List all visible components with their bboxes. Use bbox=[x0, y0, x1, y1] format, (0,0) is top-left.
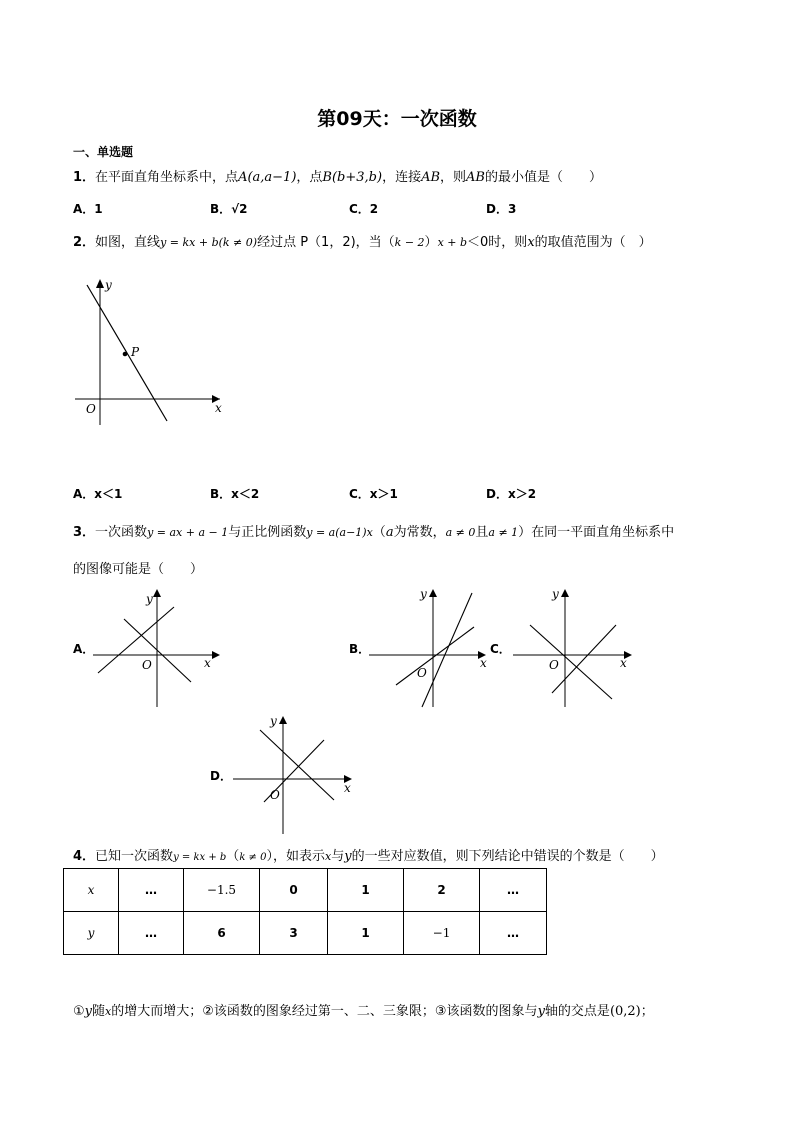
option-d[interactable]: D．3 bbox=[486, 202, 517, 216]
line-graph bbox=[98, 607, 174, 673]
formula: (0,2) bbox=[609, 1004, 641, 1019]
question-text: ＜0时，则 bbox=[467, 235, 528, 250]
y-label: y bbox=[105, 278, 112, 292]
question-text: （ bbox=[226, 849, 240, 864]
line-graph bbox=[422, 593, 472, 707]
question-text: ，则 bbox=[440, 170, 467, 185]
q3-graph-a[interactable] bbox=[88, 585, 228, 710]
x-label: x bbox=[204, 656, 211, 670]
question-text: ）在同一平面直角坐标系中 bbox=[518, 525, 675, 540]
table-row bbox=[64, 912, 547, 955]
formula: x bbox=[527, 235, 535, 250]
table-cell: y bbox=[64, 912, 119, 955]
value-table bbox=[63, 868, 547, 955]
statement-text: ； bbox=[640, 1004, 654, 1019]
section-heading: 一、单选题 bbox=[73, 145, 134, 159]
option-d[interactable]: D．x＞2 bbox=[486, 487, 537, 501]
formula: x bbox=[105, 1005, 112, 1018]
formula: a ≠ 0 bbox=[445, 526, 476, 539]
question-text: 已知一次函数 bbox=[95, 849, 174, 864]
table-cell: … bbox=[480, 869, 547, 912]
formula: y bbox=[84, 1004, 93, 1019]
y-label: y bbox=[420, 587, 427, 601]
question-text: 在平面直角坐标系中，点 bbox=[95, 170, 239, 185]
question-text: ，连接 bbox=[382, 170, 422, 185]
y-arrow-icon bbox=[153, 589, 161, 597]
question-number: 1． bbox=[73, 170, 96, 185]
question-text: 的最小值是（ ） bbox=[485, 170, 603, 185]
formula: AB bbox=[466, 170, 485, 185]
formula: y = kx + b(k ≠ 0) bbox=[160, 236, 258, 249]
statement-number: ① bbox=[73, 1004, 85, 1019]
option-a[interactable]: A．1 bbox=[73, 202, 103, 216]
statement-text: 的增大而增大；②该函数的图象经过第一、二、三象限；③该函数的图象与 bbox=[111, 1004, 538, 1019]
origin-label: O bbox=[417, 666, 427, 680]
q3-graph-c[interactable] bbox=[508, 585, 638, 710]
option-b[interactable]: B．√2 bbox=[210, 202, 248, 216]
table-cell: x bbox=[64, 869, 119, 912]
formula: y bbox=[537, 1004, 545, 1019]
formula: A(a,a−1) bbox=[238, 170, 297, 185]
formula: y = ax + a − 1 bbox=[147, 526, 229, 539]
option-c[interactable]: C．2 bbox=[349, 202, 379, 216]
table-cell: … bbox=[480, 912, 547, 955]
question-number: 3． bbox=[73, 525, 96, 540]
line-graph bbox=[552, 625, 616, 693]
formula: y = a(a−1)x bbox=[306, 526, 373, 539]
y-label: y bbox=[552, 587, 559, 601]
question-text: 的一些对应数值，则下列结论中错误的个数是（ ） bbox=[351, 849, 664, 864]
y-arrow-icon bbox=[561, 589, 569, 597]
q2-graph bbox=[75, 275, 235, 430]
question-text: 一次函数 bbox=[95, 525, 148, 540]
origin-label: O bbox=[549, 658, 559, 672]
question-text: 且 bbox=[475, 525, 489, 540]
table-cell: 0 bbox=[260, 869, 328, 912]
table-cell: 1 bbox=[328, 912, 404, 955]
q3-graph-d[interactable] bbox=[230, 712, 360, 837]
option-b-label[interactable]: B． bbox=[349, 642, 371, 656]
y-label: y bbox=[146, 592, 153, 606]
x-arrow-icon bbox=[212, 651, 220, 659]
formula: a bbox=[385, 525, 394, 540]
formula: a ≠ 1 bbox=[488, 526, 519, 539]
option-c-label[interactable]: C． bbox=[490, 642, 511, 656]
question-text: 与 bbox=[331, 849, 345, 864]
origin-label: O bbox=[142, 658, 152, 672]
x-label: x bbox=[480, 656, 487, 670]
question-3-line2: 的图像可能是（ ） bbox=[73, 562, 204, 577]
x-label: x bbox=[215, 401, 222, 415]
question-text: 如图，直线 bbox=[95, 235, 161, 250]
option-a-label[interactable]: A． bbox=[73, 642, 95, 656]
question-text: ，点 bbox=[296, 170, 323, 185]
statements bbox=[73, 1000, 654, 1019]
option-b[interactable]: B．x＜2 bbox=[210, 487, 260, 501]
question-text: 的取值范围为（ ） bbox=[534, 235, 652, 250]
line-graph bbox=[530, 625, 612, 699]
question-text: 经过点 P（1，2)，当（ bbox=[257, 235, 395, 250]
option-c[interactable]: C．x＞1 bbox=[349, 487, 398, 501]
q3-graph-b[interactable] bbox=[364, 585, 494, 710]
question-text: 与正比例函数 bbox=[228, 525, 307, 540]
y-label: y bbox=[270, 714, 277, 728]
question-text: ），如表示 bbox=[266, 849, 325, 864]
table-cell: −1.5 bbox=[184, 869, 260, 912]
statement-text: 随 bbox=[92, 1004, 106, 1019]
question-3 bbox=[73, 521, 674, 540]
table-cell: 6 bbox=[184, 912, 260, 955]
question-1 bbox=[73, 166, 602, 185]
point-p bbox=[123, 352, 128, 357]
table-cell: … bbox=[119, 912, 184, 955]
table-row bbox=[64, 869, 547, 912]
y-arrow-icon bbox=[279, 716, 287, 724]
table-cell: … bbox=[119, 869, 184, 912]
formula: y bbox=[344, 849, 352, 864]
option-d-label[interactable]: D． bbox=[210, 769, 232, 783]
table-cell: 3 bbox=[260, 912, 328, 955]
y-arrow-icon bbox=[429, 589, 437, 597]
formula: x bbox=[325, 850, 332, 863]
table-cell: −1 bbox=[404, 912, 480, 955]
formula: k ≠ 0 bbox=[239, 852, 267, 863]
table-cell: 2 bbox=[404, 869, 480, 912]
statement-text: 轴的交点是 bbox=[544, 1004, 610, 1019]
formula: y = kx + b bbox=[173, 852, 227, 863]
formula: x + b bbox=[437, 236, 468, 249]
p-label: P bbox=[131, 345, 140, 359]
question-number: 2． bbox=[73, 235, 96, 250]
y-arrow-icon bbox=[96, 279, 104, 288]
x-label: x bbox=[344, 781, 351, 795]
page-title: 第09天：一次函数 bbox=[317, 108, 477, 130]
question-text: 为常数， bbox=[393, 525, 446, 540]
formula: AB bbox=[421, 170, 441, 185]
formula: k − 2 bbox=[394, 236, 425, 249]
question-text: （ bbox=[372, 525, 386, 540]
option-a[interactable]: A．x＜1 bbox=[73, 487, 123, 501]
origin-label: O bbox=[86, 402, 96, 416]
x-label: x bbox=[620, 656, 627, 670]
question-4 bbox=[73, 845, 664, 864]
question-2 bbox=[73, 231, 652, 250]
origin-label: O bbox=[270, 788, 280, 802]
question-number: 4． bbox=[73, 849, 96, 864]
question-text: ） bbox=[424, 235, 438, 250]
table-cell: 1 bbox=[328, 869, 404, 912]
formula: B(b+3,b) bbox=[322, 170, 383, 185]
